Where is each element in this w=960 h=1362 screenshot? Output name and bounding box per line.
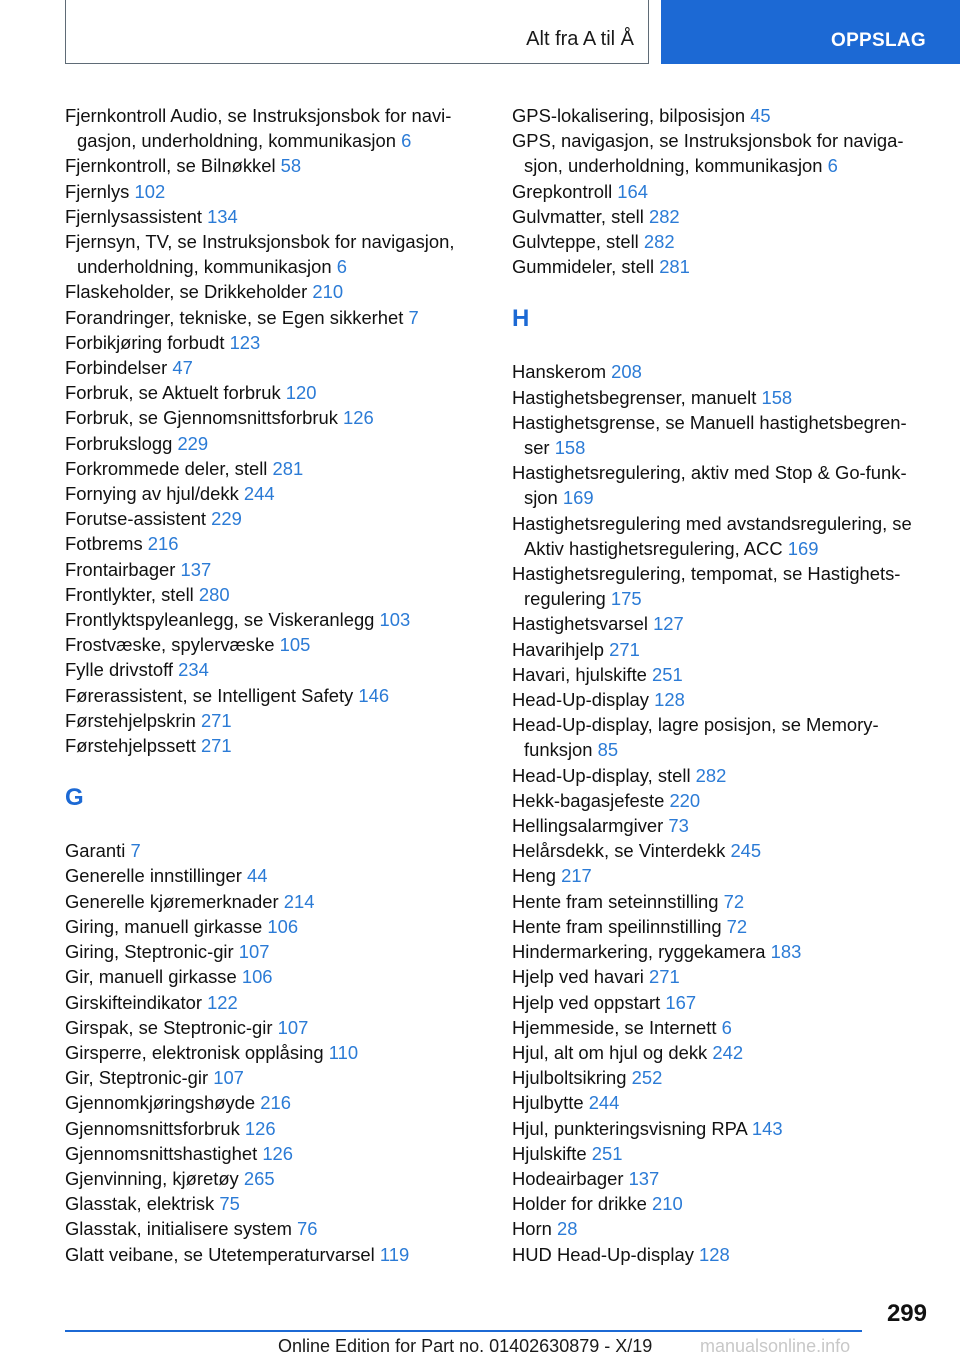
- index-entry-text: Fjernlysassistent: [65, 205, 202, 227]
- index-entry: [512, 511, 932, 561]
- index-entry: [65, 330, 475, 355]
- index-entry: [65, 355, 475, 380]
- index-entry: [65, 229, 475, 279]
- index-entry-text: Gulvmatter, stell: [512, 205, 644, 227]
- index-entry-page-link[interactable]: 107: [238, 941, 270, 963]
- index-entry-page-link[interactable]: 103: [379, 609, 411, 631]
- index-entry: [65, 889, 475, 914]
- index-entry: [65, 1242, 475, 1267]
- index-entry: [65, 914, 475, 939]
- index-entry-text: Hastighetsbegrenser, manuelt: [512, 386, 757, 408]
- index-entry-page-link[interactable]: 234: [178, 659, 209, 681]
- index-entry-text: Fotbrems: [65, 533, 143, 555]
- index-entry-page-link[interactable]: 58: [280, 155, 302, 177]
- index-entry-page-link[interactable]: 280: [198, 583, 230, 605]
- index-entry: [512, 385, 932, 410]
- index-entry-text: Førstehjelpskrin: [65, 709, 196, 731]
- index-entry-page-link[interactable]: 282: [695, 764, 727, 786]
- index-entry-page-link[interactable]: 85: [597, 739, 619, 761]
- index-entry: [512, 1191, 932, 1216]
- index-entry: [65, 1116, 475, 1141]
- index-entry-text: Gjennomkjøringshøyde: [65, 1092, 256, 1114]
- index-entry: [512, 229, 932, 254]
- index-entry: [65, 405, 475, 430]
- index-entry: [65, 632, 475, 657]
- index-entry: [512, 687, 932, 712]
- index-entry: [512, 1141, 932, 1166]
- index-entry-text: Hjulboltsikring: [512, 1067, 627, 1089]
- index-entry-text: Forbikjøring forbudt: [65, 331, 225, 353]
- footer-divider: [65, 1330, 862, 1332]
- index-entry: [65, 456, 475, 481]
- index-entry-page-link[interactable]: 110: [328, 1041, 359, 1063]
- index-entry-text: Hodeairbager: [512, 1167, 624, 1189]
- index-entry: [512, 179, 932, 204]
- index-entry-page-link[interactable]: 7: [408, 306, 419, 328]
- index-entry: [512, 662, 932, 687]
- index-entry-text: Garanti: [65, 840, 126, 862]
- index-entry-page-link[interactable]: 158: [554, 437, 586, 459]
- index-entry: [65, 733, 475, 758]
- index-entry: [65, 708, 475, 733]
- index-entry-text: Girskifteindikator: [65, 991, 202, 1013]
- index-entry: [65, 431, 475, 456]
- index-entry-text: Hastighetsvarsel: [512, 613, 648, 635]
- index-entry: [512, 1242, 932, 1267]
- index-entry: [512, 128, 932, 178]
- index-entry-page-link[interactable]: 229: [211, 508, 242, 530]
- index-entry-text: Glasstak, elektrisk: [65, 1193, 215, 1215]
- index-entry: [65, 481, 475, 506]
- index-entry-page-link[interactable]: 122: [207, 991, 238, 1013]
- index-entry: [512, 712, 932, 762]
- header-section-box: [65, 0, 649, 64]
- index-entry: [65, 380, 475, 405]
- index-entry-page-link[interactable]: 126: [262, 1142, 293, 1164]
- index-entry: [512, 561, 932, 611]
- index-entry-text: Hastighetsregulering med avstandsregulering, se Aktiv hastighetsregulering, ACC: [512, 512, 912, 559]
- index-entry-text: Forbruk, se Aktuelt forbruk: [65, 382, 281, 404]
- index-entry-page-link[interactable]: 245: [730, 840, 762, 862]
- index-entry-text: Flaskeholder, se Drikkeholder: [65, 281, 308, 303]
- index-entry: [512, 1116, 932, 1141]
- index-entry-text: Fornying av hjul/dekk: [65, 483, 239, 505]
- index-entry-text: Giring, Steptronic-gir: [65, 941, 234, 963]
- index-entry-page-link[interactable]: 143: [751, 1117, 783, 1139]
- index-entry: [512, 637, 932, 662]
- index-entry-page-link[interactable]: 72: [726, 915, 748, 937]
- index-entry: [512, 611, 932, 636]
- index-entry-text: Fjernlys: [65, 180, 130, 202]
- index-entry: [65, 939, 475, 964]
- index-entry-page-link[interactable]: 137: [628, 1167, 660, 1189]
- index-entry: [512, 460, 932, 510]
- index-entry-page-link[interactable]: 76: [297, 1218, 318, 1240]
- index-entry-text: Hjelp ved havari: [512, 966, 644, 988]
- index-entry-text: Hastighetsgrense, se Manuell hastighetsbegren- ser: [512, 411, 907, 459]
- index-entry: [512, 939, 932, 964]
- index-entry-page-link[interactable]: 137: [180, 558, 212, 580]
- index-entry: [65, 1141, 475, 1166]
- index-entry-page-link[interactable]: 134: [207, 205, 238, 227]
- index-entry-page-link[interactable]: 167: [665, 991, 697, 1013]
- index-entry-text: Havarihjelp: [512, 638, 604, 660]
- index-entry: [65, 838, 475, 863]
- index-entry-text: Hente fram speilinnstilling: [512, 915, 722, 937]
- index-column-right: [512, 103, 932, 1267]
- index-entry-page-link[interactable]: 251: [652, 663, 683, 685]
- index-entry-page-link[interactable]: 281: [272, 457, 304, 479]
- index-entry-page-link[interactable]: 120: [285, 382, 317, 404]
- index-entry-page-link[interactable]: 282: [643, 231, 675, 253]
- index-entry-page-link[interactable]: 128: [654, 689, 685, 711]
- index-entry: [512, 359, 932, 384]
- index-entry-page-link[interactable]: 220: [669, 789, 701, 811]
- index-entry-page-link[interactable]: 127: [653, 613, 684, 635]
- index-entry: [512, 1040, 932, 1065]
- page-number: 299: [886, 1300, 927, 1327]
- index-entry-text: Forbrukslogg: [65, 432, 173, 454]
- index-entry-page-link[interactable]: 6: [721, 1016, 732, 1038]
- index-entry-page-link[interactable]: 282: [648, 205, 680, 227]
- index-entry: [65, 506, 475, 531]
- index-entry-page-link[interactable]: 106: [267, 915, 299, 937]
- index-entry: [65, 204, 475, 229]
- index-entry: [512, 788, 932, 813]
- index-entry-text: Gir, Steptronic-gir: [65, 1067, 209, 1089]
- index-entry-page-link[interactable]: 208: [611, 361, 642, 383]
- index-entry-page-link[interactable]: 183: [770, 941, 802, 963]
- index-entry-text: GPS-lokalisering, bilposisjon: [512, 105, 746, 126]
- index-entry-text: Havari, hjulskifte: [512, 663, 647, 685]
- index-entry-page-link[interactable]: 229: [177, 432, 209, 454]
- index-entry: [512, 914, 932, 939]
- index-entry-page-link[interactable]: 242: [712, 1041, 744, 1063]
- index-entry: [512, 763, 932, 788]
- index-letter-heading: G: [65, 784, 84, 812]
- index-entry-page-link[interactable]: 271: [200, 709, 232, 731]
- index-entry-page-link[interactable]: 102: [134, 180, 166, 202]
- index-entry-text: Frostvæske, spylervæske: [65, 634, 275, 656]
- index-entry: [65, 964, 475, 989]
- index-entry-page-link[interactable]: 265: [243, 1167, 275, 1189]
- index-entry: [65, 1191, 475, 1216]
- index-entry-text: GPS, navigasjon, se Instruksjonsbok for naviga- sjon, underholdning, kommunikasjon: [512, 130, 904, 177]
- index-entry-page-link[interactable]: 6: [336, 256, 347, 278]
- index-entry: [512, 863, 932, 888]
- index-entry-text: Hjul, alt om hjul og dekk: [512, 1041, 708, 1063]
- index-entry-page-link[interactable]: 271: [649, 966, 680, 988]
- index-entry-text: Glasstak, initialisere system: [65, 1218, 292, 1240]
- index-entry: [512, 1216, 932, 1241]
- index-entry-page-link[interactable]: 164: [617, 180, 648, 202]
- index-entry: [65, 863, 475, 888]
- index-entry-page-link[interactable]: 28: [557, 1218, 578, 1240]
- index-entry-page-link[interactable]: 244: [588, 1092, 620, 1114]
- index-entry: [512, 103, 932, 128]
- index-entry-text: Giring, manuell girkasse: [65, 915, 263, 937]
- index-entry-page-link[interactable]: 44: [246, 865, 268, 887]
- index-entry-text: Forkrommede deler, stell: [65, 457, 268, 479]
- index-entry-page-link[interactable]: 106: [241, 966, 273, 988]
- index-entry-page-link[interactable]: 6: [401, 130, 412, 152]
- index-entry-text: Forbindelser: [65, 357, 168, 379]
- index-entry: [65, 582, 475, 607]
- index-entry-text: Holder for drikke: [512, 1193, 647, 1215]
- index-entry-text: Hjul, punkteringsvisning RPA: [512, 1117, 747, 1139]
- index-entry: [512, 964, 932, 989]
- index-entry-text: Førstehjelpssett: [65, 735, 196, 757]
- index-entry: [65, 179, 475, 204]
- index-entry-text: Hastighetsregulering, tempomat, se Hastighets- regulering: [512, 563, 901, 610]
- index-entry: [65, 305, 475, 330]
- index-entry-text: Hjulskifte: [512, 1142, 587, 1164]
- index-entry-text: Generelle kjøremerknader: [65, 890, 279, 912]
- index-entry-page-link[interactable]: 107: [277, 1016, 309, 1038]
- index-entry: [65, 1040, 475, 1065]
- index-entry-page-link[interactable]: 281: [659, 256, 690, 278]
- index-entry-page-link[interactable]: 123: [229, 331, 261, 353]
- index-entry-page-link[interactable]: 252: [631, 1067, 663, 1089]
- index-entry-page-link[interactable]: 210: [312, 281, 344, 303]
- index-entry-page-link[interactable]: 216: [260, 1092, 291, 1114]
- edition-text: Online Edition for Part no. 01402630879 - X/19: [278, 1336, 653, 1356]
- index-entry-text: Hjemmeside, se Internett: [512, 1016, 717, 1038]
- index-entry-text: Helårsdekk, se Vinterdekk: [512, 840, 726, 862]
- index-entry: [65, 990, 475, 1015]
- index-column-left: [65, 103, 475, 1267]
- index-entry: [65, 1065, 475, 1090]
- index-entry: [512, 1065, 932, 1090]
- index-entry: [512, 254, 932, 279]
- index-entry-page-link[interactable]: 214: [283, 890, 315, 912]
- index-entry: [65, 683, 475, 708]
- index-entry: [512, 889, 932, 914]
- index-entry-page-link[interactable]: 271: [609, 638, 640, 660]
- index-entry-page-link[interactable]: 244: [243, 483, 275, 505]
- index-entry: [65, 531, 475, 556]
- index-entry-text: Head-Up-display, stell: [512, 764, 691, 786]
- index-entry-text: Frontairbager: [65, 558, 176, 580]
- index-letter-heading: H: [512, 305, 530, 333]
- section-title: Alt fra A til Å: [526, 28, 634, 50]
- index-entry-text: Fjernsyn, TV, se Instruksjonsbok for navigasjon, underholdning, kommunikasjon: [65, 231, 455, 278]
- index-entry-page-link[interactable]: 217: [561, 865, 592, 887]
- index-entry-page-link[interactable]: 175: [610, 588, 642, 610]
- index-entry: [65, 1166, 475, 1191]
- index-entry-text: Girspak, se Steptronic-gir: [65, 1016, 273, 1038]
- index-entry-text: Head-Up-display: [512, 689, 649, 711]
- index-entry-text: Horn: [512, 1218, 552, 1240]
- index-entry-page-link[interactable]: 271: [200, 735, 232, 757]
- index-entry-page-link[interactable]: 107: [213, 1067, 244, 1089]
- index-entry: [65, 657, 475, 682]
- index-entry-page-link[interactable]: 7: [130, 840, 141, 862]
- index-entry-text: Hjelp ved oppstart: [512, 991, 661, 1013]
- index-entry-text: Førerassistent, se Intelligent Safety: [65, 684, 354, 706]
- index-entry-text: Hellingsalarmgiver: [512, 815, 664, 837]
- index-entry-text: Glatt veibane, se Utetemperaturvarsel: [65, 1243, 375, 1265]
- index-entry-text: Frontlyktspyleanlegg, se Viskeranlegg: [65, 609, 375, 631]
- index-entry-text: Forandringer, tekniske, se Egen sikkerhet: [65, 306, 404, 328]
- index-entry-text: Hanskerom: [512, 361, 607, 383]
- index-entry-text: Head-Up-display, lagre posisjon, se Memory- funksjon: [512, 714, 879, 761]
- index-entry: [512, 1166, 932, 1191]
- index-entry: [65, 557, 475, 582]
- index-entry: [512, 813, 932, 838]
- index-entry: [512, 990, 932, 1015]
- index-entry-text: Gir, manuell girkasse: [65, 966, 237, 988]
- index-entry: [512, 410, 932, 460]
- index-entry-text: Gummideler, stell: [512, 256, 655, 278]
- index-entry-text: Hastighetsregulering, aktiv med Stop & Go-funk- sjon: [512, 462, 907, 509]
- index-entry-page-link[interactable]: 72: [723, 890, 745, 912]
- index-entry-text: Generelle innstillinger: [65, 865, 242, 887]
- index-entry-text: Hekk-bagasjefeste: [512, 789, 665, 811]
- index-entry-page-link[interactable]: 216: [147, 533, 179, 555]
- index-entry-page-link[interactable]: 126: [244, 1117, 276, 1139]
- index-entry-page-link[interactable]: 119: [379, 1243, 410, 1265]
- index-entry-text: HUD Head-Up-display: [512, 1243, 694, 1265]
- index-entry-page-link[interactable]: 75: [219, 1193, 240, 1215]
- index-entry: [65, 607, 475, 632]
- index-entry-page-link[interactable]: 73: [668, 815, 689, 837]
- index-entry-text: Hjulbytte: [512, 1092, 584, 1114]
- index-entry-page-link[interactable]: 251: [591, 1142, 623, 1164]
- index-entry-text: Fjernkontroll, se Bilnøkkel: [65, 155, 276, 177]
- index-entry-page-link[interactable]: 6: [827, 155, 838, 177]
- header-tab-oppslag[interactable]: [661, 0, 960, 64]
- index-entry-page-link[interactable]: 169: [787, 537, 819, 559]
- index-entry-page-link[interactable]: 210: [652, 1193, 683, 1215]
- index-entry: [512, 1015, 932, 1040]
- index-entry-text: Hindermarkering, ryggekamera: [512, 941, 766, 963]
- index-entry-page-link[interactable]: 128: [699, 1243, 730, 1265]
- index-entry-text: Gjennomsnittshastighet: [65, 1142, 258, 1164]
- index-entry-text: Fylle drivstoff: [65, 659, 173, 681]
- index-entry-text: Gjennomsnittsforbruk: [65, 1117, 240, 1139]
- index-entry-page-link[interactable]: 146: [358, 684, 390, 706]
- index-entry: [65, 279, 475, 304]
- index-entry: [65, 1090, 475, 1115]
- index-entry-text: Forutse-assistent: [65, 508, 207, 530]
- index-entry-page-link[interactable]: 105: [279, 634, 311, 656]
- watermark: manualsonline.info: [700, 1336, 851, 1356]
- index-entry: [512, 204, 932, 229]
- index-entry: [65, 103, 475, 153]
- index-entry-text: Gulvteppe, stell: [512, 231, 639, 253]
- index-entry: [512, 838, 932, 863]
- index-entry-text: Hente fram seteinnstilling: [512, 890, 719, 912]
- index-entry: [512, 1090, 932, 1115]
- index-entry-page-link[interactable]: 47: [172, 357, 193, 379]
- index-entry-text: Frontlykter, stell: [65, 583, 194, 605]
- index-entry: [65, 153, 475, 178]
- index-entry: [65, 1015, 475, 1040]
- header-tab-label: OPPSLAG: [830, 30, 926, 51]
- index-entry-text: Forbruk, se Gjennomsnittsforbruk: [65, 407, 338, 429]
- index-entry-text: Gjenvinning, kjøretøy: [65, 1167, 239, 1189]
- index-entry: [65, 1216, 475, 1241]
- index-entry-text: Fjernkontroll Audio, se Instruksjonsbok for navi- gasjon, underholdning, kommunikasjon: [65, 105, 452, 152]
- index-entry-text: Heng: [512, 865, 556, 887]
- index-entry-page-link[interactable]: 169: [562, 487, 594, 509]
- index-entry-text: Grepkontroll: [512, 180, 613, 202]
- index-entry-text: Girsperre, elektronisk opplåsing: [65, 1041, 324, 1063]
- index-entry-page-link[interactable]: 126: [343, 407, 374, 429]
- index-entry-page-link[interactable]: 158: [761, 386, 793, 408]
- index-entry-page-link[interactable]: 45: [750, 105, 771, 126]
